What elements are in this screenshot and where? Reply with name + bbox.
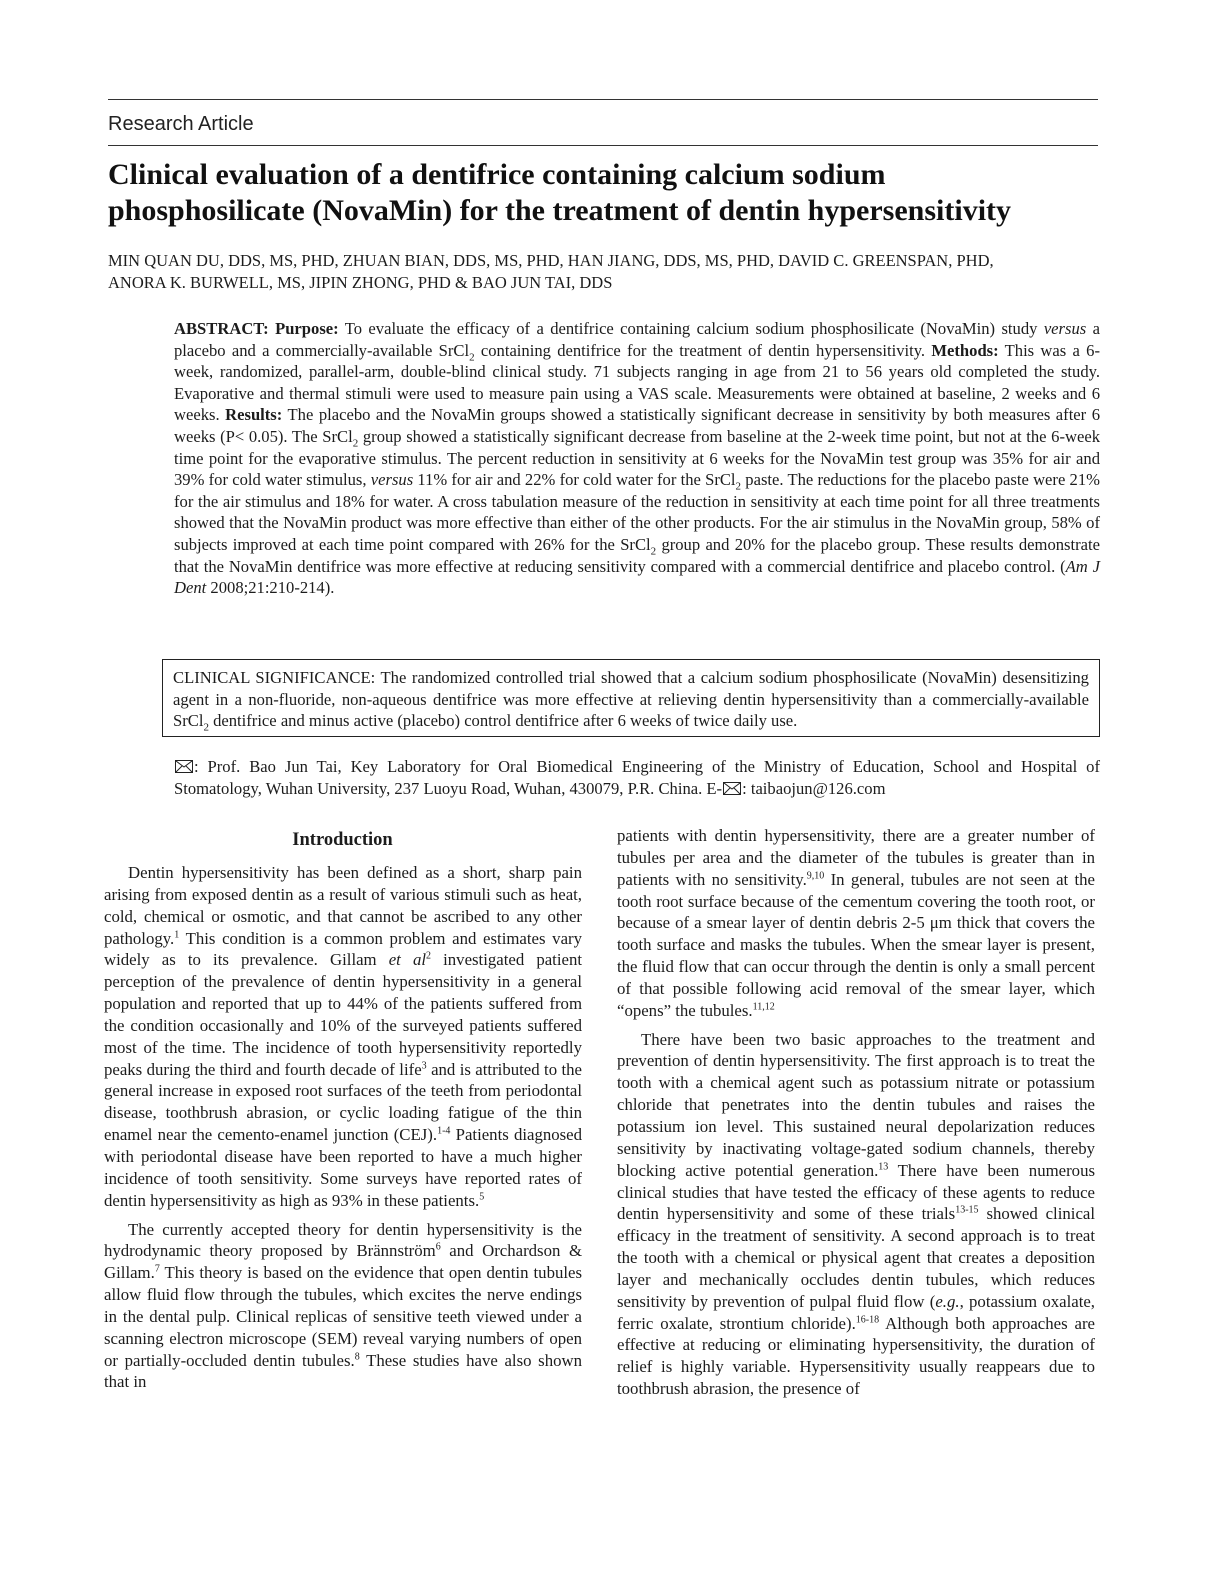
correspondence — [174, 756, 1100, 800]
authors-line-2: ANORA K. BURWELL, MS, JIPIN ZHONG, PHD & BAO JUN TAI, DDS — [108, 273, 613, 292]
abstract-lead: ABSTRACT: — [174, 319, 269, 338]
text-run: and Orchardson & Gillam. — [104, 1241, 583, 1283]
methods-text: This was a 6-week, randomized, parallel-arm, double-blind clinical study. 71 subjects ranging in age from 21 to 56 years old completed the study. Evaporative and thermal stimuli were used to measure pain using a VAS scale. Measurements were obtained at baseline, 2 weeks and 6 weeks. — [174, 340, 1100, 425]
results-text-2: group showed a statistically significant decrease from baseline at the 2-week time point, but not at the 6-week time point for the evaporative stimulus. The percent reduction in sensitivity at 6 weeks for the NovaMin test group was 35% for air and 39% for cold water stimulus, — [174, 426, 1100, 490]
purpose-text-2: a placebo and a commercially-available SrCl — [174, 319, 1100, 360]
results-text-3: 11% for air and 22% for cold water for the SrCl — [417, 470, 736, 490]
results-text-5: group and 20% for the placebo group. These results demonstrate that the NovaMin dentifrice was more effective at reducing sensitivity compared with a commercial dentifrice and placebo control. ( — [174, 534, 1100, 576]
reference-superscript: 6 — [435, 1241, 441, 1253]
text-run: These studies have also shown that in — [104, 1350, 582, 1392]
purpose-text: To evaluate the efficacy of a dentifrice containing calcium sodium phosphosilicate (NovaMin) study — [344, 319, 1038, 338]
article-title — [108, 157, 1108, 229]
abstract — [174, 318, 1100, 599]
correspondence-email: : taibaojun@126.com — [742, 779, 886, 798]
purpose-label: Purpose: — [275, 319, 339, 338]
subscript: 2 — [469, 350, 475, 363]
clinical-significance-text-2: dentifrice and minus active (placebo) control dentifrice after 6 weeks of twice daily use. — [213, 711, 798, 731]
paragraph — [617, 825, 1095, 1022]
purpose-text-3: containing dentifrice for the treatment of dentin hypersensitivity. — [480, 340, 926, 360]
reference-superscript: 3 — [421, 1060, 427, 1071]
clinical-significance-text: The randomized controlled trial showed that a calcium sodium phosphosilicate (NovaMin) desensitizing agent in a non-fluoride, non-aqueous dentifrice was more effective at relieving dentin hypersensitivity than a commercially-available SrCl — [173, 668, 1089, 731]
versus-italic: versus — [370, 470, 414, 490]
section-label: Research Article — [108, 113, 254, 135]
reference-superscript: 13 — [878, 1161, 889, 1173]
text-run: , potassium oxalate, ferric oxalate, strontium chloride). — [617, 1291, 1096, 1333]
text-run: and is attributed to the general increase in exposed root surfaces of the teeth from periodontal disease, toothbrush abrasion, or cyclic loading fatigue of the thin enamel near the cemento-enamel junction (CEJ). — [104, 1059, 582, 1145]
introduction-heading: Introduction — [292, 830, 393, 850]
title-line-1: Clinical evaluation of a dentifrice containing calcium sodium — [108, 158, 886, 191]
reference-superscript: 16-18 — [855, 1313, 880, 1325]
column-left — [104, 862, 582, 1400]
text-run: In general, tubules are not seen at the tooth root surface because of the cementum covering the tooth root, or because of a smear layer of dentin debris 2-5 μm thick that covers the tooth surface and masks the tubules. When the smear layer is present, the fluid flow that can occur through the dentin is only a small percent of that possible following acid removal of the smear layer, which “opens” the tubules. — [617, 869, 1095, 1020]
versus-italic: versus — [1043, 319, 1087, 338]
reference-superscript: 13-15 — [955, 1204, 979, 1216]
column-right — [617, 825, 1095, 1407]
subscript: 2 — [650, 545, 657, 558]
header-rule-bottom — [108, 145, 1098, 146]
correspondence-address: : Prof. Bao Jun Tai, Key Laboratory for Oral Biomedical Engineering of the Ministry of Education, School and Hospital of Stomatology, Wuhan University, 237 Luoyu Road, Wuhan, 430079, P.R. China. E- — [174, 757, 1100, 798]
author-list — [108, 250, 1108, 294]
et-al-italic: et al — [388, 950, 427, 970]
paragraph — [617, 1029, 1095, 1400]
results-label: Results: — [225, 405, 283, 425]
text-run: Although both approaches are effective at reducing or eliminating hypersensitivity, the duration of relief is highly variable. Hypersensitivity usually reappears due to toothbrush abrasion, the presence of — [617, 1313, 1096, 1399]
text-run: The currently accepted theory for dentin hypersensitivity is the hydrodynamic theory proposed by Brännström — [104, 1219, 582, 1261]
journal-citation: Am J Dent — [174, 556, 1100, 598]
authors-line-1: MIN QUAN DU, DDS, MS, PHD, ZHUAN BIAN, DDS, MS, PHD, HAN JIANG, DDS, MS, PHD, DAVID C. GREENSPAN, PHD, — [108, 251, 994, 270]
reference-superscript: 5 — [479, 1191, 485, 1203]
paragraph — [104, 862, 582, 1212]
eg-italic: e.g. — [935, 1291, 960, 1311]
clinical-significance-box — [162, 659, 1100, 737]
text-run: Patients diagnosed with periodontal disease have been reported to have a much higher incidence of tooth sensitivity. Some surveys have reported rates of dentin hypersensitivity as high as 93% in these patients. — [104, 1125, 583, 1210]
reference-superscript: 1 — [174, 928, 180, 940]
reference-superscript: 11,12 — [752, 1001, 775, 1013]
paragraph — [104, 1219, 582, 1394]
clinical-significance-label: CLINICAL SIGNIFICANCE: — [173, 668, 376, 687]
text-run: This theory is based on the evidence that open dentin tubules allow fluid flow through the tubules, which excites the nerve endings in the dental pulp. Clinical replicas of sensitive teeth viewed under a scanning electron microscope (SEM) reveal varying numbers of open or partially-occluded dentin tubules. — [104, 1263, 582, 1370]
envelope-icon — [175, 760, 193, 773]
text-run: showed clinical efficacy in the treatment of sensitivity. A second approach is to treat the tooth with a chemical or physical agent that creates a deposition layer and mechanically occludes dentin tubules, which reduces sensitivity by prevention of pulpal fluid flow ( — [617, 1204, 1095, 1311]
envelope-icon — [723, 782, 741, 795]
citation-tail: 2008;21:210-214). — [210, 578, 335, 598]
reference-superscript: 8 — [354, 1350, 360, 1362]
text-run: investigated patient perception of the prevalence of dentin hypersensitivity in a general population and reported that up to 44% of the patients suffered from the condition occasionally and 10% of the surveyed patients suffered most of the time. The incidence of tooth hypersensitivity reportedly peaks during the third and fourth decade of life — [104, 950, 582, 1079]
results-text: The placebo and the NovaMin groups showed a statistically significant decrease in sensitivity by both measures after 6 weeks (P< 0.05). The SrCl — [174, 405, 1100, 446]
reference-superscript: 2 — [426, 950, 432, 962]
subscript: 2 — [735, 480, 742, 493]
text-run: There have been two basic approaches to the treatment and prevention of dentin hypersensitivity. The first approach is to treat the tooth with a chemical agent such as potassium nitrate or potassium chloride that penetrates into the dentin tubules and raises the potassium ion level. This sustained neural depolarization reduces sensitivity by inactivating voltage-gated sodium channels, thereby blocking active potential generation. — [617, 1029, 1095, 1180]
results-text-4: paste. The reductions for the placebo paste were 21% for the air stimulus and 18% for water. A cross tabulation measure of the reduction in sensitivity at each time point for all three treatments showed that the NovaMin product was more effective than either of the other products. For the air stimulus in the NovaMin group, 58% of subjects improved at each time point compared with 26% for the SrCl — [174, 470, 1100, 554]
reference-superscript: 1-4 — [437, 1125, 451, 1137]
text-run: This condition is a common problem and estimates vary widely as to its prevalence. Gillam — [104, 928, 582, 970]
methods-label: Methods: — [931, 340, 999, 360]
text-run: Dentin hypersensitivity has been defined as a short, sharp pain arising from exposed dentin as a result of various stimuli such as heat, cold, chemical or osmotic, and that cannot be ascribed to any other pathology. — [104, 863, 582, 948]
text-run: There have been numerous clinical studies that have tested the efficacy of these agents to reduce dentin hypersensitivity and some of these trials — [617, 1160, 1095, 1224]
reference-superscript: 7 — [154, 1263, 160, 1275]
subscript: 2 — [352, 437, 359, 450]
title-line-2: phosphosilicate (NovaMin) for the treatment of dentin hypersensitivity — [108, 194, 1012, 227]
subscript: 2 — [203, 721, 209, 734]
reference-superscript: 9,10 — [806, 870, 825, 882]
text-run: patients with dentin hypersensitivity, there are a greater number of tubules per area and the diameter of the tubules is greater than in patients with no sensitivity. — [617, 826, 1095, 889]
header-rule-top — [108, 99, 1098, 100]
